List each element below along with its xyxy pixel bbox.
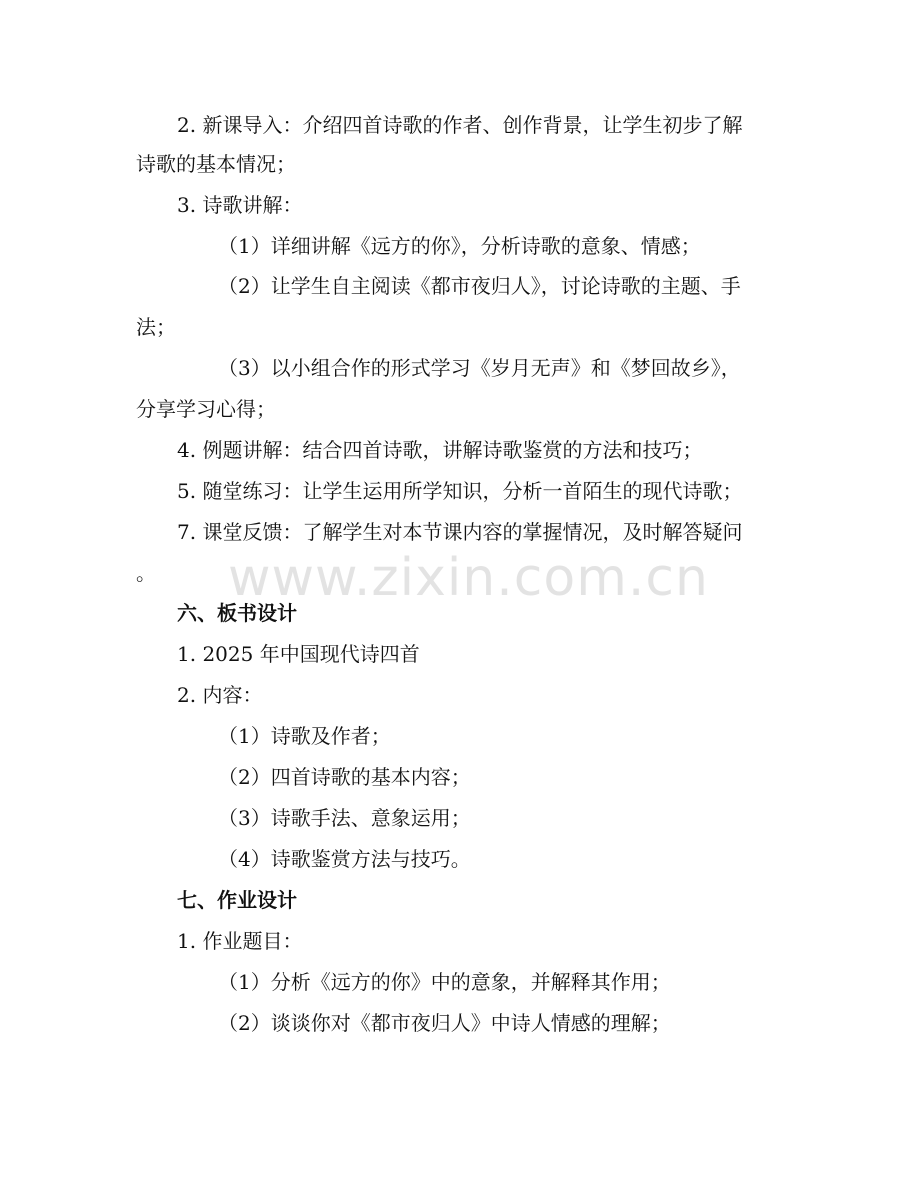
section-6-heading: 六、板书设计: [177, 601, 297, 625]
step-2-line-1: 2. 新课导入：介绍四首诗歌的作者、创作背景，让学生初步了解: [177, 113, 743, 137]
step-7-line-1: 7. 课堂反馈：了解学生对本节课内容的掌握情况，及时解答疑问: [177, 520, 743, 544]
step-3-item-1: （1）详细讲解《远方的你》，分析诗歌的意象、情感；: [218, 234, 701, 258]
board-subitem-4: （4）诗歌鉴赏方法与技巧。: [218, 847, 471, 871]
step-4-line: 4. 例题讲解：结合四首诗歌，讲解诗歌鉴赏的方法和技巧；: [177, 438, 703, 462]
board-subitem-3: （3）诗歌手法、意象运用；: [218, 806, 471, 830]
step-3-item-3-line-1: （3）以小组合作的形式学习《岁月无声》和《梦回故乡》，: [218, 356, 741, 380]
board-item-1: 1. 2025 年中国现代诗四首: [177, 642, 420, 666]
step-3-heading: 3. 诗歌讲解：: [177, 193, 303, 217]
step-3-item-2-line-1: （2）让学生自主阅读《都市夜归人》，讨论诗歌的主题、手: [218, 274, 741, 298]
board-subitem-1: （1）诗歌及作者；: [218, 724, 391, 748]
homework-subitem-2: （2）谈谈你对《都市夜归人》中诗人情感的理解；: [218, 1011, 671, 1035]
watermark: www.zixin.com.cn: [228, 548, 709, 608]
step-7-line-2: 。: [136, 561, 156, 585]
step-2-line-2: 诗歌的基本情况；: [136, 152, 296, 176]
board-subitem-2: （2）四首诗歌的基本内容；: [218, 765, 471, 789]
homework-subitem-1: （1）分析《远方的你》中的意象，并解释其作用；: [218, 970, 671, 994]
step-5-line: 5. 随堂练习：让学生运用所学知识，分析一首陌生的现代诗歌；: [177, 479, 743, 503]
board-item-2: 2. 内容：: [177, 683, 263, 707]
homework-item-1: 1. 作业题目：: [177, 929, 303, 953]
step-3-item-2-line-2: 法；: [136, 315, 176, 339]
section-7-heading: 七、作业设计: [177, 888, 297, 912]
step-3-item-3-line-2: 分享学习心得；: [136, 397, 276, 421]
